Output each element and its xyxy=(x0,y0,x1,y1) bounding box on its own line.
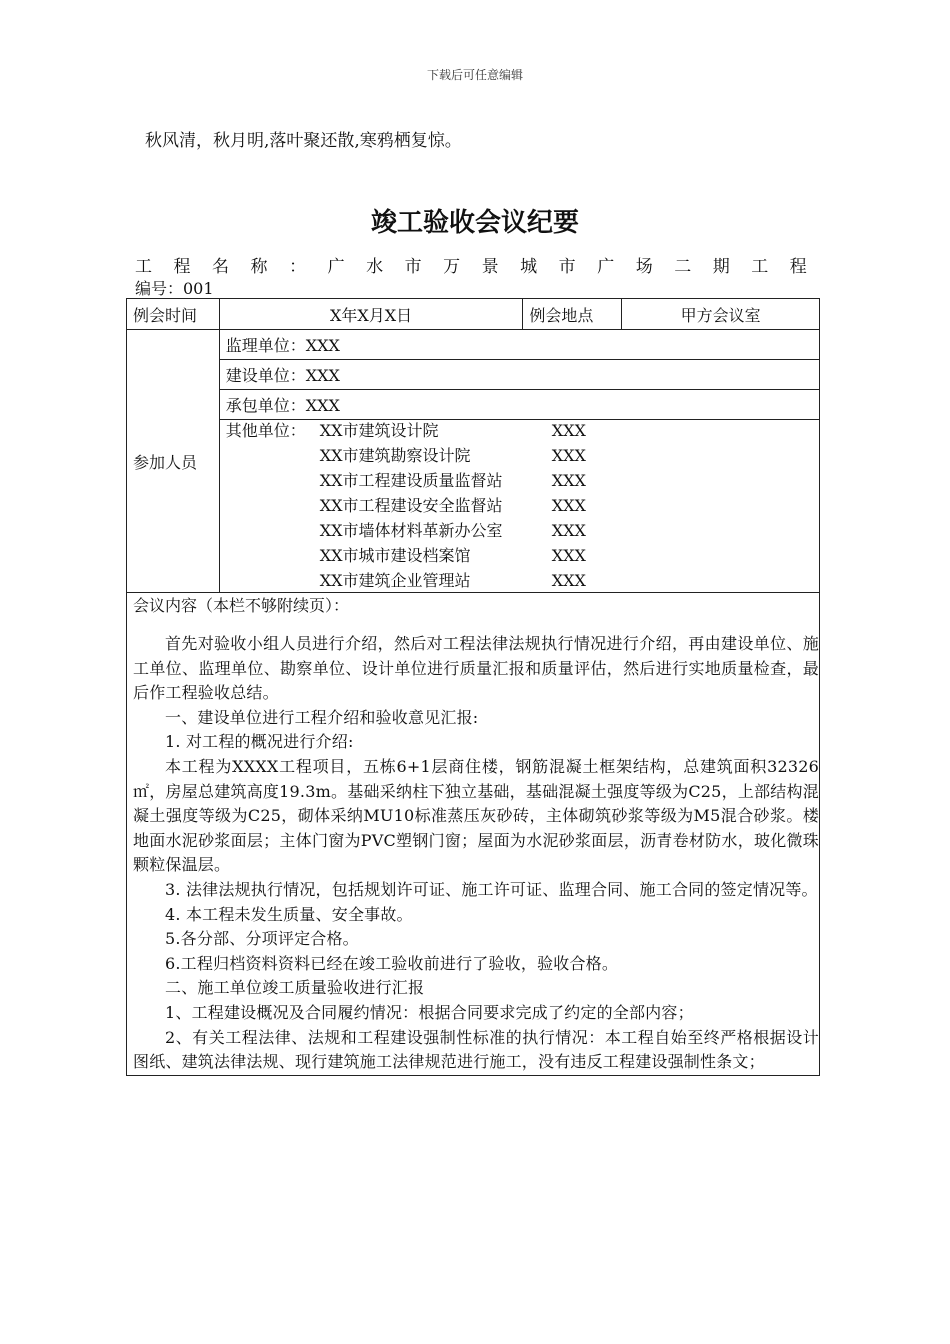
content-paragraph: 2、有关工程法律、法规和工程建设强制性标准的执行情况：本工程自始至终严格根据设计图纸、建筑法律法规、现行建筑施工法律规范进行施工，没有违反工程建设强制性条文； xyxy=(133,1027,819,1072)
project-char: 市 xyxy=(558,257,576,277)
other-unit-person: XXX xyxy=(551,571,586,590)
minutes-table xyxy=(126,298,820,1076)
other-unit-person: XXX xyxy=(551,446,586,465)
project-char: 水 xyxy=(366,257,384,277)
supervision-unit: 监理单位：XXX xyxy=(219,330,819,360)
content-paragraph: 首先对验收小组人员进行介绍，然后对工程法律法规执行情况进行介绍，再由建设单位、施工单位、监理单位、勘察单位、设计单位进行质量汇报和质量评估，然后进行实地质量检查，最后作工程验收总结。 xyxy=(133,634,819,703)
contractor-unit: 承包单位：XXX xyxy=(219,390,819,420)
other-unit-name: XX市墙体材料革新办公室 xyxy=(319,521,503,540)
project-char: 二 xyxy=(674,257,692,277)
other-unit-name: XX市建筑设计院 xyxy=(319,421,439,440)
project-char: 场 xyxy=(635,257,653,277)
meeting-place-value: 甲方会议室 xyxy=(622,299,820,330)
content-paragraph: 1、工程建设概况及合同履约情况：根据合同要求完成了约定的全部内容； xyxy=(165,1002,694,1022)
meeting-place-label: 例会地点 xyxy=(523,299,622,330)
other-unit-name: XX市建筑勘察设计院 xyxy=(319,446,471,465)
other-unit-person: XXX xyxy=(551,496,586,515)
other-unit-person: XXX xyxy=(551,471,586,490)
meeting-time-label: 例会时间 xyxy=(127,299,220,330)
content-paragraph: 1. 对工程的概况进行介绍: xyxy=(165,732,354,752)
content-paragraph: 二、施工单位竣工质量验收进行汇报 xyxy=(165,978,425,998)
attendees-label: 参加人员 xyxy=(127,330,220,593)
project-name-line xyxy=(135,252,807,277)
other-unit-person: XXX xyxy=(551,546,586,565)
content-paragraph: 一、建设单位进行工程介绍和验收意见汇报: xyxy=(165,707,479,727)
project-char: 称 xyxy=(250,257,268,277)
serial-number: 编号：001 xyxy=(135,279,214,298)
project-char: 广 xyxy=(327,257,345,277)
poem-line: 秋风清，秋月明,落叶聚还散,寒鸦栖复惊。 xyxy=(145,131,462,151)
meeting-time-value: X年X月X日 xyxy=(219,299,523,330)
other-unit-name: XX市工程建设安全监督站 xyxy=(319,496,503,515)
document-title: 竣工验收会议纪要 xyxy=(370,208,579,238)
project-char: 万 xyxy=(443,257,461,277)
project-char: 广 xyxy=(597,257,615,277)
project-char: 名 xyxy=(212,257,230,277)
content-label: 会议内容（本栏不够附续页）： xyxy=(133,596,350,615)
content-paragraph: 6.工程归档资料资料已经在竣工验收前进行了验收，验收合格。 xyxy=(165,953,619,973)
other-unit-person: XXX xyxy=(551,521,586,540)
project-char: 城 xyxy=(520,257,538,277)
other-unit-name: XX市城市建设档案馆 xyxy=(319,546,471,565)
meeting-info-row xyxy=(127,299,820,330)
construction-owner-unit: 建设单位：XXX xyxy=(219,360,819,390)
other-units-label: 其他单位： xyxy=(225,421,306,440)
project-char: 工 xyxy=(135,257,152,277)
project-char: 景 xyxy=(481,257,499,277)
project-char: ： xyxy=(289,257,307,277)
other-units xyxy=(219,420,819,593)
content-paragraph: 5.各分部、分项评定合格。 xyxy=(165,929,359,949)
content-paragraph: 4. 本工程未发生质量、安全事故。 xyxy=(165,904,413,924)
header-note: 下载后可任意编辑 xyxy=(426,68,523,82)
other-unit-name: XX市工程建设质量监督站 xyxy=(319,471,503,490)
project-char: 程 xyxy=(173,257,191,277)
other-unit-name: XX市建筑企业管理站 xyxy=(319,571,471,590)
project-char: 程 xyxy=(789,257,807,277)
other-unit-person: XXX xyxy=(551,421,586,440)
project-char: 期 xyxy=(712,257,730,277)
content-paragraph: 3. 法律法规执行情况，包括规划许可证、施工许可证、监理合同、施工合同的签定情况等。 xyxy=(165,879,818,899)
meeting-content xyxy=(127,593,820,1076)
project-char: 市 xyxy=(404,257,422,277)
project-char: 工 xyxy=(751,257,769,277)
content-paragraph: 本工程为XXXX工程项目，五栋6+1层商住楼，钢筋混凝土框架结构，总建筑面积32326㎡，房屋总建筑高度19.3m。基础采纳柱下独立基础，基础混凝土强度等级为C25，上部结构混凝土强度等级为C25，砌体采纳MU10标准蒸压灰砂砖，主体砌筑砂浆等级为M5混合砂浆。楼地面水泥砂浆面层；主体门窗为PVC塑钢门窗；屋面为水泥砂浆面层，沥青卷材防水，玻化微珠颗粒保温层。 xyxy=(133,756,819,875)
